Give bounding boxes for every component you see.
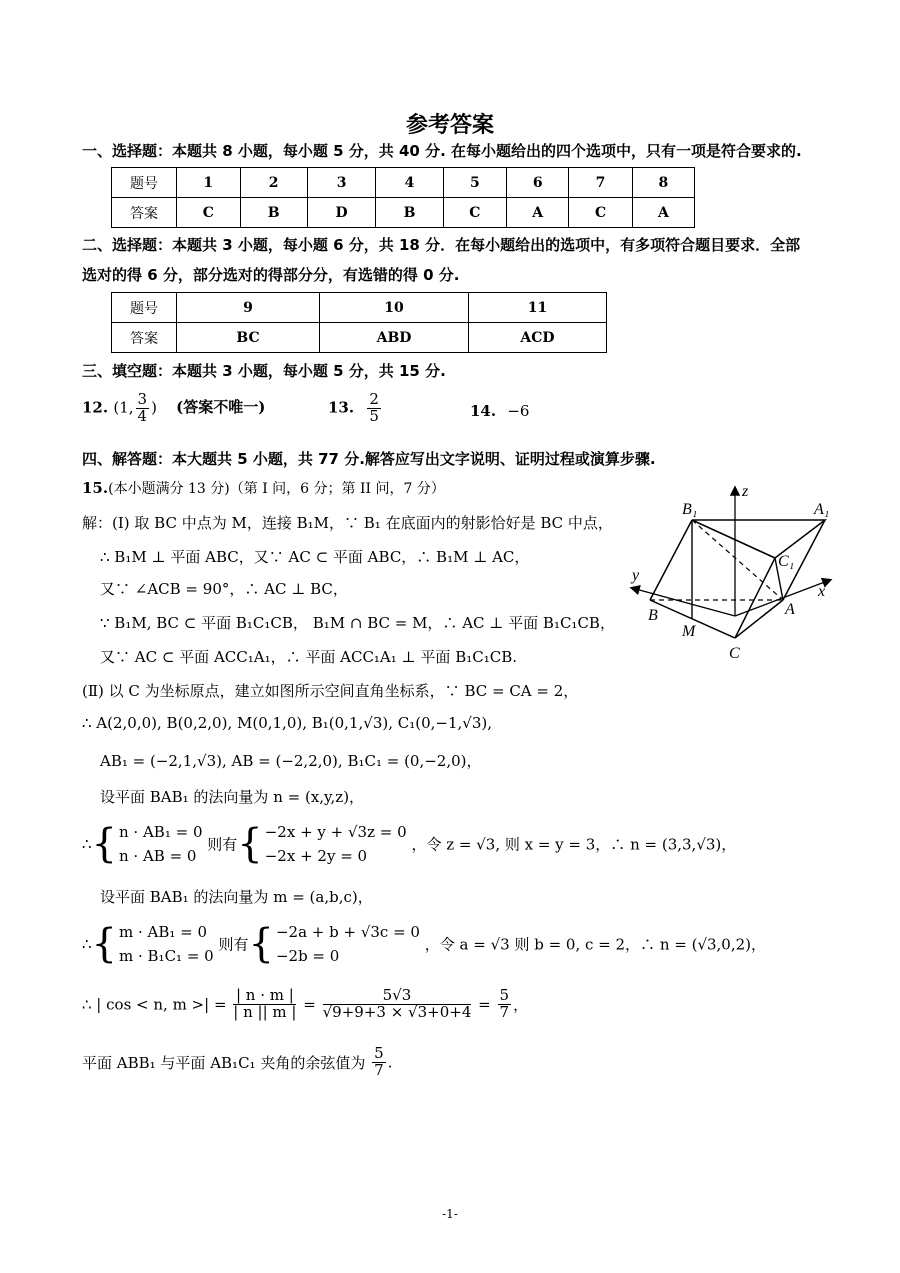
answer-14-value: −6: [507, 402, 530, 420]
label-B1: B₁: [682, 501, 698, 518]
fraction: [323, 988, 472, 1021]
page-title: 参考答案: [405, 113, 494, 138]
solution-line: ∴ A(2,0,0), B(0,2,0), M(0,1,0), B₁(0,1,√3), C₁(0,−1,√3),: [82, 714, 493, 732]
question-15-note: (本小题满分 13 分)（第 I 问，6 分；第 II 问，7 分）: [108, 481, 445, 497]
segment-B1A-hidden: [692, 520, 783, 600]
fraction-numerator: 5: [499, 986, 510, 1004]
system-line: n · AB = 0: [119, 847, 197, 865]
solution-line: ∴ B₁M ⊥ 平面 ABC，又∵ AC ⊂ 平面 ABC，∴ B₁M ⊥ AC，: [100, 548, 530, 566]
fraction-numerator: 2: [369, 390, 379, 408]
fraction: [372, 1046, 386, 1079]
answer-12-prefix: (1,: [113, 398, 134, 417]
cosine-prefix: ∴ | cos < n, m >| =: [82, 995, 227, 1014]
table-cell: B: [240, 198, 307, 228]
label-x: x: [818, 583, 826, 600]
solution-line: 又∵ AC ⊂ 平面 ACC₁A₁，∴ 平面 ACC₁A₁ ⊥ 平面 B₁C₁CB.: [100, 648, 517, 666]
system-lines: [265, 820, 407, 868]
table-cell: C: [177, 198, 241, 228]
fraction-denominator: 4: [137, 406, 148, 425]
solution-line: 解：(Ⅰ) 取 BC 中点为 M，连接 B₁M，∵ B₁ 在底面内的射影恰好是 BC 中点，: [82, 514, 613, 532]
edge-BB1: [650, 520, 692, 600]
fraction-numerator: 5: [374, 1044, 384, 1062]
answer-12-suffix: ): [151, 398, 157, 417]
fraction: [367, 392, 381, 425]
fraction: [233, 988, 296, 1021]
question-number: 14.: [470, 402, 497, 420]
label-C1: C₁: [778, 553, 795, 570]
solution-line: 设平面 BAB₁ 的法向量为 n = (x,y,z)，: [100, 788, 365, 806]
final-answer-text: 平面 ABB₁ 与平面 AB₁C₁ 夹角的余弦值为: [82, 1053, 366, 1072]
section1-heading: 一、选择题：本题共 8 小题，每小题 5 分，共 40 分. 在每小题给出的四个选项中，只有一项是符合要求的.: [82, 142, 802, 160]
table-cell: 9: [177, 293, 320, 323]
fraction-denominator: √9+9+3 × √3+0+4: [322, 1002, 472, 1021]
table-cell: 7: [569, 168, 633, 198]
section2-heading-line1: 二、选择题：本题共 3 小题，每小题 6 分，共 18 分．在每小题给出的选项中，有多项符合题目要求．全部: [82, 236, 801, 254]
prism-figure: [620, 478, 850, 668]
system-line: n · AB₁ = 0: [119, 823, 203, 841]
table-cell-label: 题号: [112, 293, 177, 323]
section3-heading: 三、填空题：本题共 3 小题，每小题 5 分，共 15 分.: [82, 362, 446, 380]
fraction-denominator: | n || m |: [233, 1002, 297, 1021]
fraction-numerator: | n · m |: [233, 988, 296, 1005]
system-line: m · B₁C₁ = 0: [119, 947, 214, 965]
system-line: m · AB₁ = 0: [119, 923, 208, 941]
solution-line: 又∵ ∠ACB = 90°，∴ AC ⊥ BC，: [100, 580, 348, 598]
table-cell-label: 答案: [112, 323, 177, 353]
fraction: [136, 392, 150, 425]
brace: {: [91, 921, 117, 967]
section2-answer-table: [111, 292, 607, 353]
fraction: [498, 988, 512, 1021]
table-cell: ABD: [320, 323, 469, 353]
equation-system-2: ∴{ m · AB₁ = 0 m · B₁C₁ = 0 则有{ −2a + b + √3c = 0 −2b = 0 ，令 a = √3 则 b = 0, c = 2，∴ n = (√3,0,2)，: [82, 921, 767, 967]
table-cell: 11: [469, 293, 607, 323]
section2-heading-line2: 选对的得 6 分，部分选对的得部分分，有选错的得 0 分.: [82, 266, 460, 284]
question-number: 15.: [82, 479, 109, 497]
table-cell: 2: [240, 168, 307, 198]
system-connector: 则有: [218, 935, 249, 954]
table-cell: D: [307, 198, 376, 228]
table-cell: C: [443, 198, 507, 228]
table-cell: A: [632, 198, 694, 228]
page-number: -1-: [442, 1207, 458, 1221]
table-cell: 5: [443, 168, 507, 198]
answer-12-note: (答案不唯一): [176, 398, 266, 417]
fraction-denominator: 7: [499, 1002, 510, 1021]
label-z: z: [742, 483, 749, 500]
top-face: [692, 520, 825, 558]
table-cell: 6: [507, 168, 569, 198]
brace: {: [237, 821, 263, 867]
segment-B1C1: [692, 520, 775, 558]
label-B: B: [648, 607, 658, 624]
label-M: M: [682, 623, 696, 640]
table-cell: ACD: [469, 323, 607, 353]
answer-14: [470, 402, 529, 420]
equation-system-1: ∴{ n · AB₁ = 0 n · AB = 0 则有{ −2x + y + √3z = 0 −2x + 2y = 0 ，令 z = √3, 则 x = y = 3，∴ n = (3,3,√3)，: [82, 821, 737, 867]
system-line: −2x + y + √3z = 0: [264, 823, 407, 841]
table-cell-label: 答案: [112, 198, 177, 228]
label-y: y: [632, 567, 640, 584]
system-lines: [119, 920, 214, 968]
question-number: 12.: [82, 398, 109, 417]
question-15-header: [82, 478, 445, 498]
system-lines: [276, 920, 420, 968]
table-cell: 4: [376, 168, 443, 198]
system-line: −2b = 0: [275, 947, 340, 965]
table-row-answers: [112, 198, 695, 228]
fraction-numerator: 5√3: [323, 988, 472, 1005]
table-cell: 8: [632, 168, 694, 198]
table-cell: A: [507, 198, 569, 228]
answer-12: [82, 392, 265, 425]
label-C: C: [729, 645, 740, 662]
answer-13: [328, 392, 383, 425]
fraction-denominator: 7: [374, 1060, 384, 1079]
brace: {: [248, 921, 274, 967]
system-line: −2x + 2y = 0: [264, 847, 368, 865]
table-cell: 1: [177, 168, 241, 198]
system-connector: 则有: [207, 835, 238, 854]
final-answer-tail: .: [387, 1053, 393, 1072]
cosine-tail: ，: [513, 995, 529, 1014]
table-cell: 3: [307, 168, 376, 198]
section4-heading: 四、解答题：本大题共 5 小题，共 77 分.解答应写出文字说明、证明过程或演算步骤.: [82, 450, 656, 468]
cosine-equation: ∴ | cos < n, m >| = $\frac{| n \cdot m |}{| n || m |}$ = $\frac{5√3}{√9+9+3 \times √3+0+4}$ = $\frac{5}{7}$ ，: [82, 986, 529, 1021]
system-tail: ，令 a = √3 则 b = 0, c = 2，∴ n = (√3,0,2)，: [424, 935, 767, 954]
table-cell: C: [569, 198, 633, 228]
solution-line: AB₁ = (−2,1,√3), AB = (−2,2,0), B₁C₁ = (0,−2,0)，: [100, 752, 482, 770]
table-cell: B: [376, 198, 443, 228]
section1-answer-table: [111, 167, 695, 228]
table-row-question-numbers: [112, 293, 607, 323]
final-answer: [82, 1046, 392, 1079]
edge-CC1: [735, 558, 775, 638]
solution-line: ∵ B₁M, BC ⊂ 平面 B₁C₁CB， B₁M ∩ BC = M，∴ AC ⊥ 平面 B₁C₁CB，: [100, 614, 615, 632]
table-row-answers: [112, 323, 607, 353]
solution-line: 设平面 BAB₁ 的法向量为 m = (a,b,c)，: [100, 888, 373, 906]
edge-CA: [735, 600, 783, 638]
table-cell: BC: [177, 323, 320, 353]
table-cell-label: 题号: [112, 168, 177, 198]
question-number: 13.: [328, 398, 355, 417]
fraction-numerator: 3: [137, 390, 148, 408]
fraction-denominator: 5: [369, 406, 379, 425]
brace: {: [91, 821, 117, 867]
table-cell: 10: [320, 293, 469, 323]
label-A1: A₁: [814, 501, 830, 518]
system-lines: [119, 820, 202, 868]
system-line: −2a + b + √3c = 0: [275, 923, 420, 941]
table-row-question-numbers: [112, 168, 695, 198]
solution-line: (Ⅱ) 以 C 为坐标原点，建立如图所示空间直角坐标系，∵ BC = CA = 2，: [82, 682, 579, 700]
label-A: A: [785, 601, 795, 618]
system-tail: ，令 z = √3, 则 x = y = 3，∴ n = (3,3,√3)，: [411, 835, 737, 854]
